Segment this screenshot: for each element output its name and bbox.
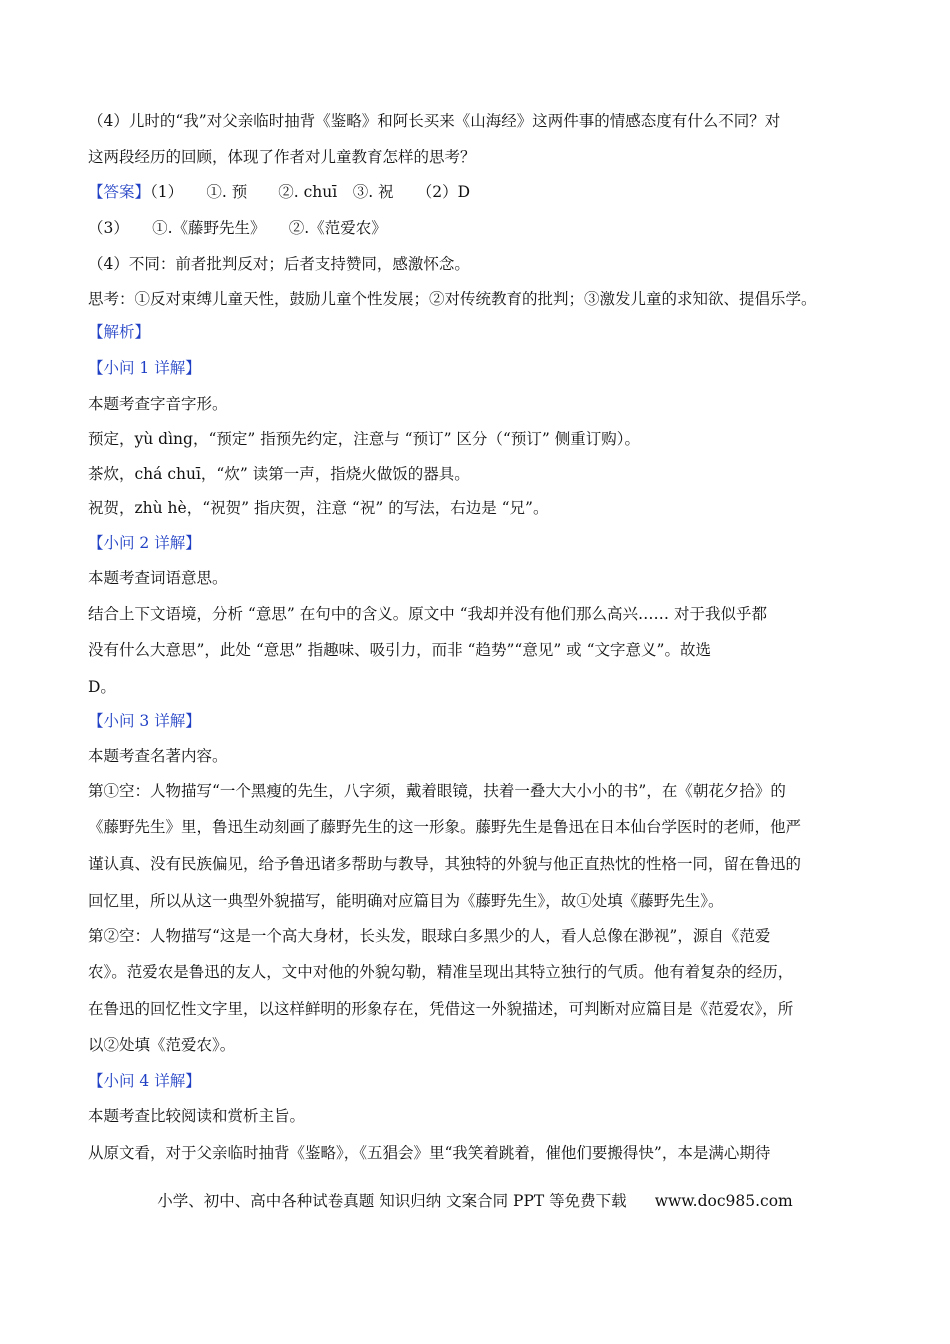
q1-line-4: 祝贺，zhù hè，“祝贺” 指庆贺，注意 “祝” 的写法，右边是 “兄”。 [88, 499, 549, 517]
q3-heading: 【小问 3 详解】 [88, 712, 201, 730]
question-line-2: 这两段经历的回顾，体现了作者对儿童教育怎样的思考？ [88, 148, 476, 166]
q2-line-1: 本题考查词语意思。 [88, 569, 228, 587]
question-line-1: （4）儿时的“我”对父亲临时抽背《鉴略》和阿长买来《山海经》这两件事的情感态度有什么不同？对 [88, 112, 781, 130]
q2-line-2: 结合上下文语境，分析 “意思” 在句中的含义。原文中 “我却并没有他们那么高兴…… 对于我似乎都 [88, 605, 767, 623]
analysis-label: 【解析】 [88, 323, 151, 341]
q1-line-2: 预定，yù dìng，“预定” 指预先约定，注意与 “预订” 区分（“预订” 侧重订购）。 [88, 430, 640, 448]
footer-url-link[interactable]: www.doc985.com [654, 1192, 793, 1210]
answer-row-2: （3） ①.《藤野先生》 ②.《范爱农》 [88, 219, 387, 237]
q3-line-2: 第①空：人物描写“一个黑瘦的先生，八字须，戴着眼镜，扶着一叠大大小小的书”，在《朝花夕拾》的 [88, 782, 786, 800]
answer-row-4: 思考：①反对束缚儿童天性，鼓励儿童个性发展；②对传统教育的批判；③激发儿童的求知欲、提倡乐学。 [88, 290, 817, 308]
q1-line-1: 本题考查字音字形。 [88, 395, 228, 413]
q1-heading: 【小问 1 详解】 [88, 359, 201, 377]
q2-heading: 【小问 2 详解】 [88, 534, 201, 552]
q3-line-8: 在鲁迅的回忆性文字里，以这样鲜明的形象存在，凭借这一外貌描述，可判断对应篇目是《范爱农》，所 [88, 1000, 794, 1018]
q3-line-1: 本题考查名著内容。 [88, 747, 228, 765]
page-footer [0, 1190, 950, 1212]
answer-label: 【答案】 [88, 183, 151, 201]
answer-row-3: （4）不同：前者批判反对；后者支持赞同，感激怀念。 [88, 255, 470, 273]
q3-line-5: 回忆里，所以从这一典型外貌描写，能明确对应篇目为《藤野先生》，故①处填《藤野先生》。 [88, 892, 724, 910]
q3-line-9: 以②处填《范爱农》。 [88, 1036, 236, 1054]
q4-heading: 【小问 4 详解】 [88, 1072, 201, 1090]
q3-line-4: 谨认真、没有民族偏见，给予鲁迅诸多帮助与教导，其独特的外貌与他正直热忱的性格一同，留在鲁迅的 [88, 855, 802, 873]
q4-line-1: 本题考查比较阅读和赏析主旨。 [88, 1107, 306, 1125]
q3-line-6: 第②空：人物描写“这是一个高大身材，长头发，眼球白多黑少的人，看人总像在渺视”，源自《范爱 [88, 927, 771, 945]
q3-line-7: 农》。范爱农是鲁迅的友人，文中对他的外貌勾勒，精准呈现出其特立独行的气质。他有着复杂的经历， [88, 963, 794, 981]
answer-row-1-text: （1） ①. 预 ②. chuī ③. 祝 （2）D [150, 183, 471, 201]
q2-line-4: D。 [88, 678, 116, 696]
q1-line-3: 茶炊，chá chuī，“炊” 读第一声，指烧火做饭的器具。 [88, 465, 470, 483]
q2-line-3: 没有什么大意思”，此处 “意思” 指趣味、吸引力，而非 “趋势”“意见” 或 “文字意义”。故选 [88, 641, 711, 659]
q3-line-3: 《藤野先生》里，鲁迅生动刻画了藤野先生的这一形象。藤野先生是鲁迅在日本仙台学医时的老师，他严 [88, 818, 802, 836]
footer-text: 小学、初中、高中各种试卷真题 知识归纳 文案合同 PPT 等免费下载 [157, 1192, 627, 1210]
q4-line-2: 从原文看，对于父亲临时抽背《鉴略》，《五猖会》里“我笑着跳着，催他们要搬得快”，本是满心期待 [88, 1144, 771, 1162]
answer-row-1 [88, 181, 470, 203]
